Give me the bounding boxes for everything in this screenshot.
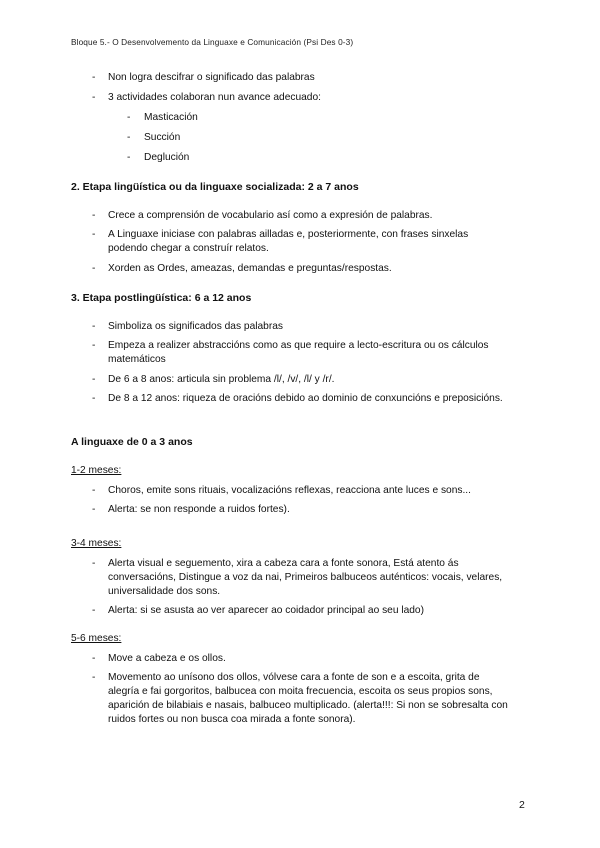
list-item-text: Crece a comprensión de vocabulario así como a expresión de palabras. xyxy=(108,210,433,221)
list-item-text: 3 actividades colaboran nun avance adecuado: xyxy=(108,92,321,103)
list-item-text: Alerta visual e seguemento, xira a cabeza cara a fonte sonora, Está atento ás conversacións, Distingue a voz da nai, Primeiros balbuceos auténticos: vocais, velares, universalidade dos sons. xyxy=(108,558,503,597)
bullet-dash: - xyxy=(92,340,96,351)
bullet-dash: - xyxy=(92,605,96,616)
list-item-text: Non logra descifrar o significado das palabras xyxy=(108,72,315,83)
page-number: 2 xyxy=(519,799,525,811)
bullet-dash: - xyxy=(127,152,131,163)
bullet-dash: - xyxy=(92,229,96,240)
section-heading: 2. Etapa lingüística ou da linguaxe socializada: 2 a 7 anos xyxy=(71,181,359,193)
bullet-dash: - xyxy=(92,393,96,404)
bullet-dash: - xyxy=(92,374,96,385)
document-header: Bloque 5.- O Desenvolvemento da Linguaxe e Comunicación (Psi Des 0-3) xyxy=(71,37,354,47)
age-group-label: 3-4 meses: xyxy=(71,538,122,549)
bullet-dash: - xyxy=(92,92,96,103)
bullet-dash: - xyxy=(92,72,96,83)
list-item-text: Empeza a realizer abstraccións como as que require a lecto-escritura ou os cálculos matemáticos xyxy=(108,340,489,365)
list-item-text: Xorden as Ordes, ameazas, demandas e preguntas/respostas. xyxy=(108,263,392,274)
bullet-dash: - xyxy=(92,263,96,274)
age-group-label: 5-6 meses: xyxy=(71,633,122,644)
bullet-dash: - xyxy=(92,672,96,683)
bullet-dash: - xyxy=(127,112,131,123)
sub-list-item-text: Succión xyxy=(144,132,181,143)
list-item-text: De 6 a 8 anos: articula sin problema /l/, /v/, /l/ y /r/. xyxy=(108,374,335,385)
bullet-dash: - xyxy=(127,132,131,143)
list-item-text: Alerta: si se asusta ao ver aparecer ao coidador principal ao seu lado) xyxy=(108,605,424,616)
list-item-text: Simboliza os significados das palabras xyxy=(108,321,283,332)
bullet-dash: - xyxy=(92,504,96,515)
list-item-text: Alerta: se non responde a ruidos fortes). xyxy=(108,504,290,515)
bullet-dash: - xyxy=(92,653,96,664)
section-heading: A linguaxe de 0 a 3 anos xyxy=(71,436,193,448)
age-group-label: 1-2 meses: xyxy=(71,465,122,476)
bullet-dash: - xyxy=(92,558,96,569)
list-item-text: De 8 a 12 anos: riqueza de oracións debido ao dominio de conxuncións e preposicións. xyxy=(108,393,503,404)
list-item-text: Movemento ao unísono dos ollos, vólvese cara a fonte de son e a escoita, grita de alegría e fai gorgoritos, balbucea con moita frecuencia, escoita os seus propios sons, aparición de bilabiais e nasais, balbuceo multiplicado. (alerta!!!: Si non se sobresalta con ruidos fortes ou non busca coa mirada a fonte sonora). xyxy=(108,672,508,725)
bullet-dash: - xyxy=(92,485,96,496)
sub-list-item-text: Deglución xyxy=(144,152,190,163)
list-item-text: Move a cabeza e os ollos. xyxy=(108,653,226,664)
bullet-dash: - xyxy=(92,210,96,221)
bullet-dash: - xyxy=(92,321,96,332)
list-item-text: Choros, emite sons rituais, vocalizacións reflexas, reacciona ante luces e sons... xyxy=(108,485,471,496)
section-heading: 3. Etapa postlingüística: 6 a 12 anos xyxy=(71,292,252,304)
sub-list-item-text: Masticación xyxy=(144,112,198,123)
list-item-text: A Linguaxe iniciase con palabras ailladas e, posteriormente, con frases sinxelas podendo chegar a construír relatos. xyxy=(108,229,469,254)
